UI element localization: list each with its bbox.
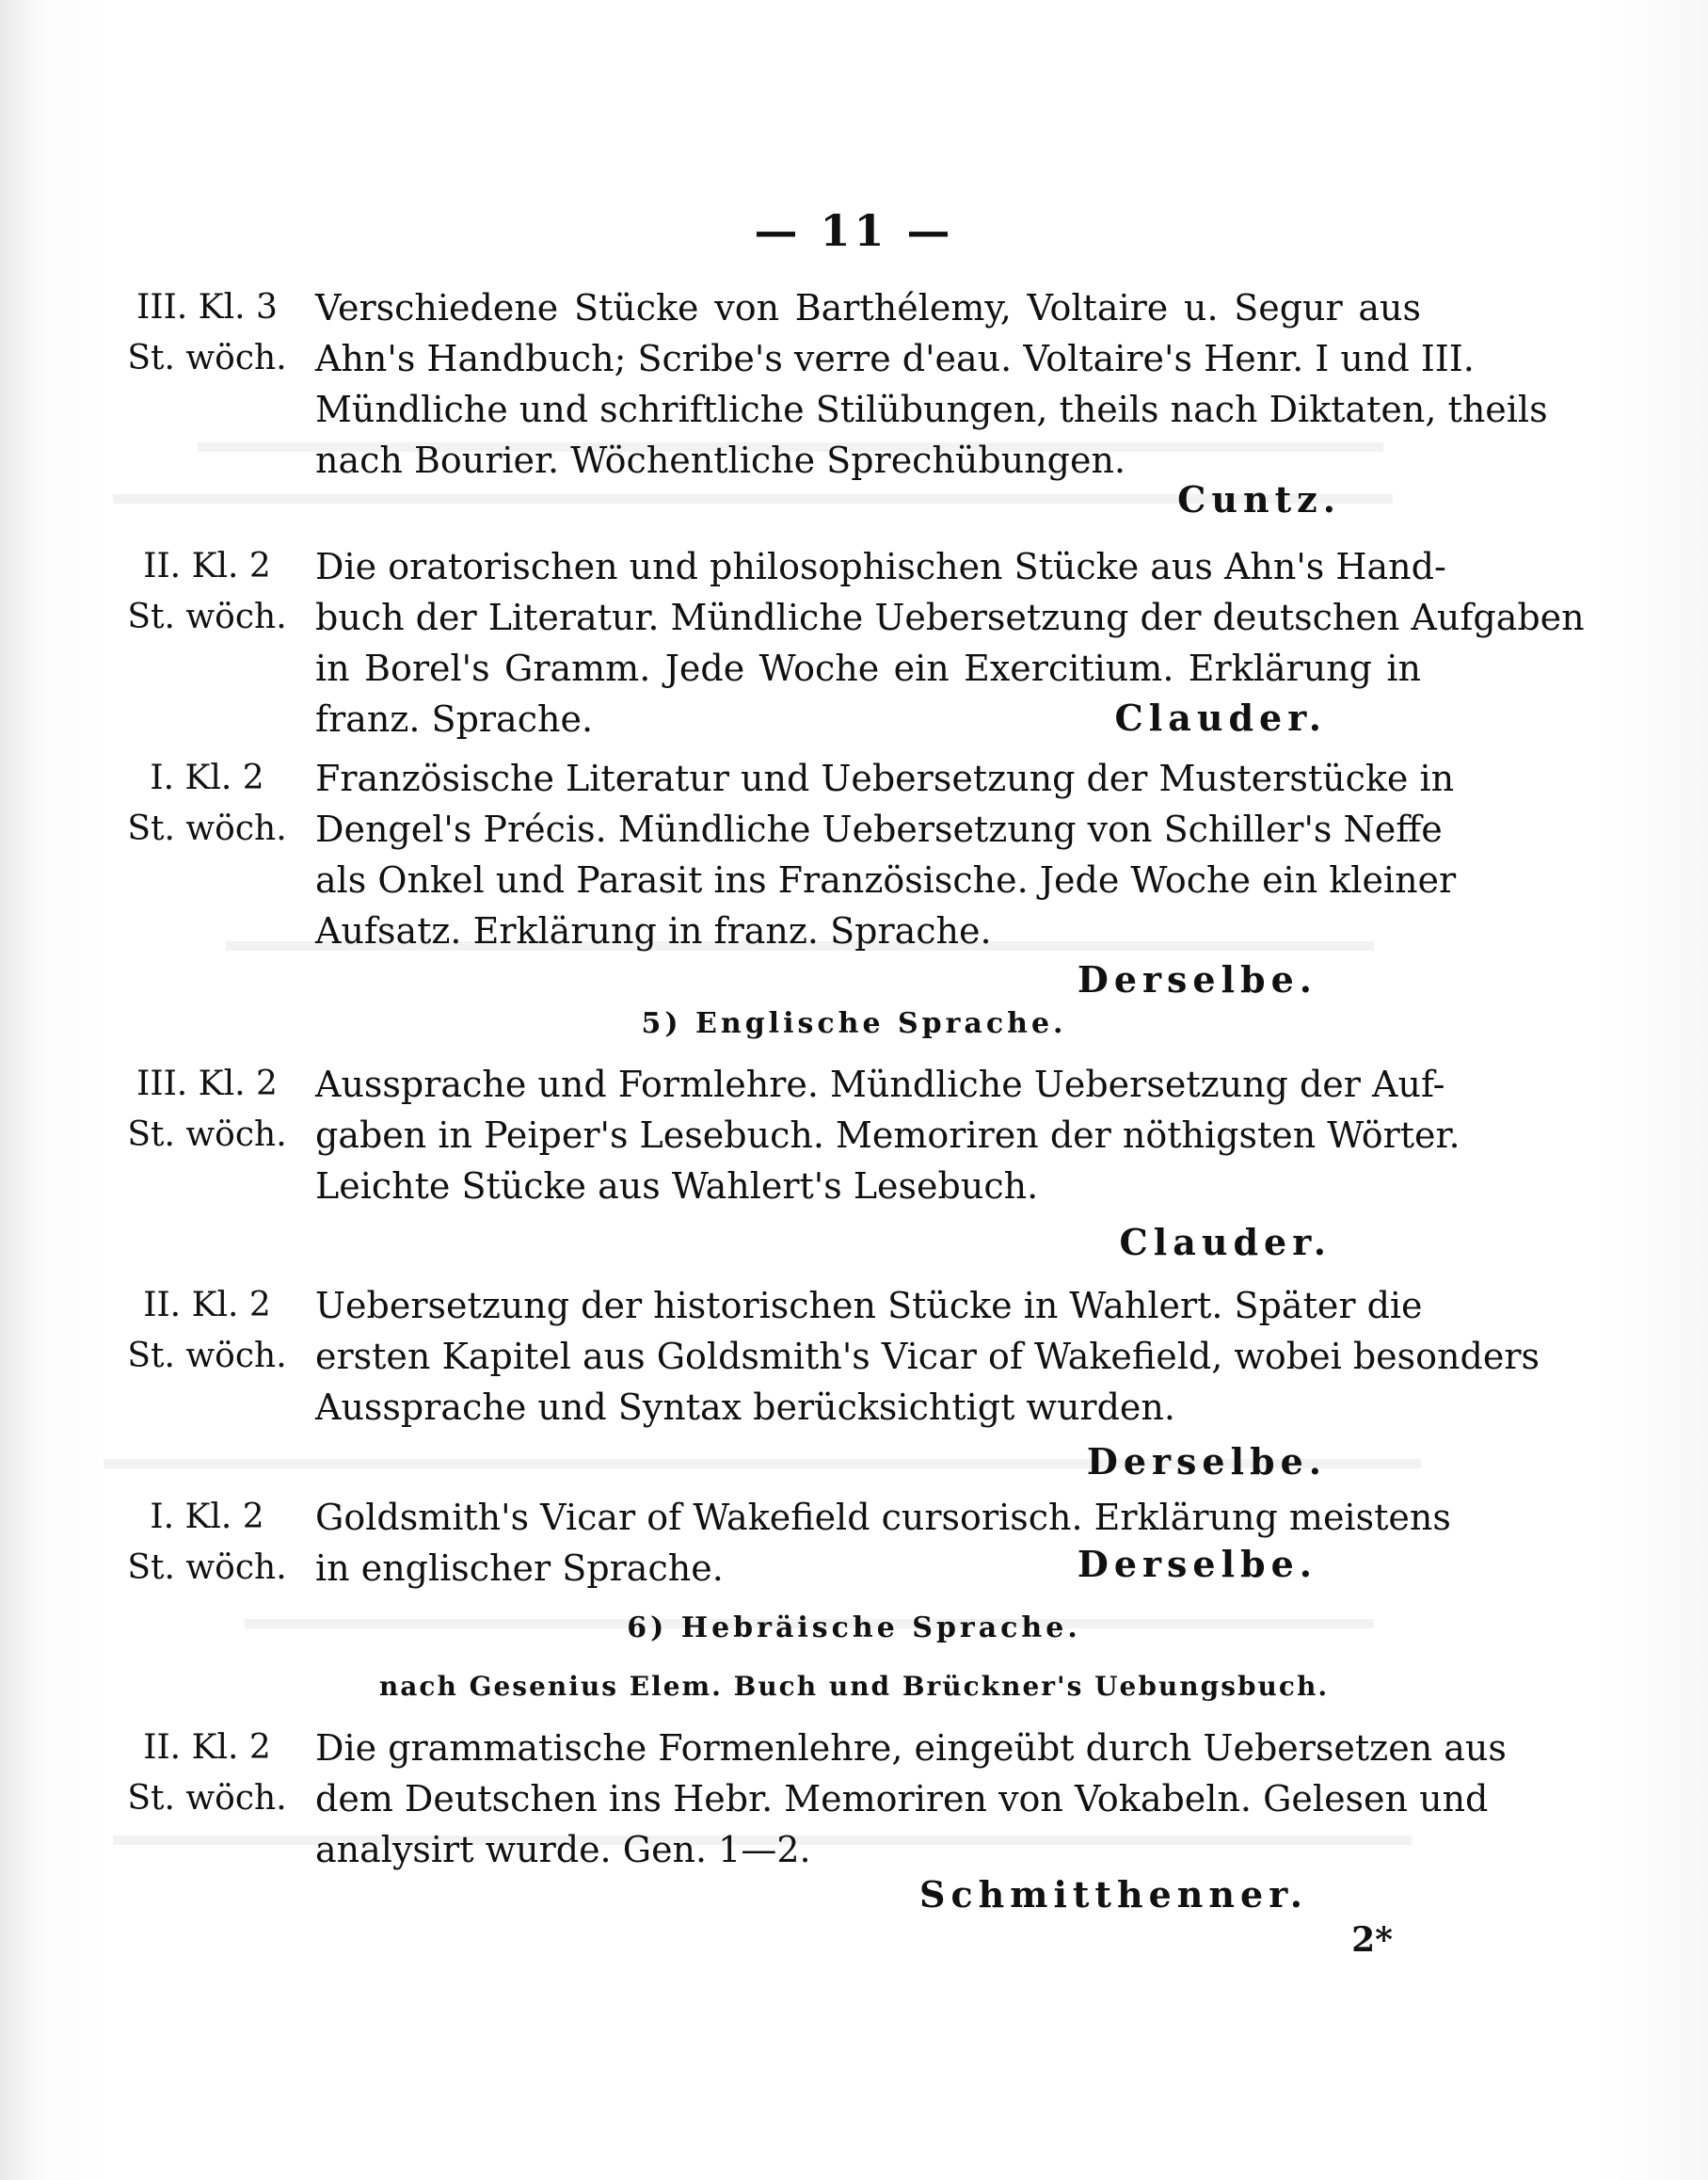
- curriculum-entry: [104, 1723, 1507, 1930]
- class-label-line: II. Kl. 2: [143, 1728, 271, 1767]
- curriculum-entry: [104, 282, 1548, 527]
- class-label-line: St. wöch.: [127, 809, 287, 848]
- class-label-line: St. wöch.: [127, 1115, 287, 1154]
- teacher-name: Schmitthenner.: [919, 1873, 1308, 1916]
- class-label-line: St. wöch.: [127, 339, 287, 377]
- text-line: analysirt wurde. Gen. 1—2.: [315, 1829, 811, 1870]
- text-line: in englischer Sprache.: [315, 1547, 724, 1589]
- class-label-line: St. wöch.: [127, 598, 287, 636]
- text-line: Aussprache und Syntax berücksichtigt wurden.: [315, 1387, 1175, 1428]
- class-label-line: St. wöch.: [127, 1548, 287, 1587]
- text-line: Aufsatz. Erklärung in franz. Sprache.: [315, 910, 992, 952]
- text-line: in Borel's Gramm. Jede Woche ein Exercitium. Erklärung in: [315, 648, 1421, 689]
- text-line: Goldsmith's Vicar of Wakefield cursorisch. Erklärung meistens: [315, 1497, 1451, 1538]
- class-label-line: II. Kl. 2: [143, 1286, 271, 1324]
- text-line: Uebersetzung der historischen Stücke in Wahlert. Später die: [315, 1285, 1423, 1326]
- text-line: Französische Literatur und Uebersetzung der Musterstücke in: [315, 758, 1455, 799]
- text-line: Aussprache und Formlehre. Mündliche Uebersetzung der Auf-: [315, 1064, 1445, 1105]
- entry-text: [315, 1723, 1507, 1875]
- section-subheading-hebrew: nach Gesenius Elem. Buch und Brückner's Uebungsbuch.: [378, 1671, 1330, 1702]
- text-line: ersten Kapitel aus Goldsmith's Vicar of Wakefield, wobei besonders: [315, 1336, 1540, 1377]
- class-label-line: III. Kl. 2: [136, 1065, 278, 1103]
- class-label-line: I. Kl. 2: [150, 1498, 264, 1536]
- text-line: buch der Literatur. Mündliche Uebersetzung der deutschen Aufgaben: [315, 597, 1585, 638]
- text-line: gaben in Peiper's Lesebuch. Memoriren der nöthigsten Wörter.: [315, 1114, 1461, 1156]
- entry-text: [315, 1280, 1540, 1433]
- entry-text: [315, 1059, 1461, 1211]
- teacher-name: Clauder.: [1114, 697, 1327, 739]
- curriculum-entry: [104, 753, 1457, 1007]
- section-heading-hebrew: 6) Hebräische Sprache.: [627, 1611, 1081, 1644]
- curriculum-entry: [104, 1492, 1451, 1605]
- text-line: nach Bourier. Wöchentliche Sprechübungen.: [315, 440, 1126, 481]
- text-line: Die oratorischen und philosophischen Stücke aus Ahn's Hand-: [315, 546, 1446, 587]
- text-line: Dengel's Précis. Mündliche Uebersetzung von Schiller's Neffe: [315, 809, 1443, 850]
- entry-text: [315, 282, 1548, 486]
- entry-text: [315, 753, 1457, 956]
- class-label: [104, 541, 311, 643]
- teacher-name: Derselbe.: [1077, 1543, 1317, 1585]
- class-label: [104, 1059, 311, 1161]
- text-line: franz. Sprache.: [315, 698, 594, 740]
- teacher-name: Clauder.: [1119, 1221, 1332, 1263]
- class-label: [104, 1723, 311, 1824]
- text-line: Leichte Stücke aus Wahlert's Lesebuch.: [315, 1165, 1039, 1207]
- curriculum-entry: [104, 541, 1585, 748]
- class-label-line: I. Kl. 2: [150, 759, 264, 797]
- class-label-line: III. Kl. 3: [136, 288, 278, 327]
- signature-mark: 2*: [1351, 1920, 1393, 1960]
- class-label-line: St. wöch.: [127, 1779, 287, 1818]
- curriculum-entry: [104, 1059, 1461, 1271]
- class-label: [104, 753, 311, 855]
- text-line: als Onkel und Parasit ins Französische. Jede Woche ein kleiner: [315, 859, 1457, 901]
- teacher-name: Derselbe.: [1086, 1440, 1327, 1483]
- text-line: Die grammatische Formenlehre, eingeübt durch Uebersetzen aus: [315, 1727, 1507, 1769]
- section-heading-english: 5) Englische Sprache.: [641, 1007, 1067, 1040]
- class-label-line: II. Kl. 2: [143, 547, 271, 585]
- text-line: Verschiedene Stücke von Barthélemy, Voltaire u. Segur aus: [315, 287, 1421, 329]
- curriculum-entry: [104, 1280, 1540, 1483]
- class-label: [104, 282, 311, 384]
- text-line: Ahn's Handbuch; Scribe's verre d'eau. Voltaire's Henr. I und III.: [315, 338, 1475, 379]
- class-label: [104, 1280, 311, 1382]
- text-line: Mündliche und schriftliche Stilübungen, theils nach Diktaten, theils: [315, 389, 1548, 430]
- page-number: — 11 —: [754, 205, 954, 256]
- class-label: [104, 1492, 311, 1594]
- teacher-name: Cuntz.: [1177, 478, 1341, 521]
- text-line: dem Deutschen ins Hebr. Memoriren von Vokabeln. Gelesen und: [315, 1778, 1489, 1819]
- class-label-line: St. wöch.: [127, 1337, 287, 1375]
- teacher-name: Derselbe.: [1077, 958, 1317, 1001]
